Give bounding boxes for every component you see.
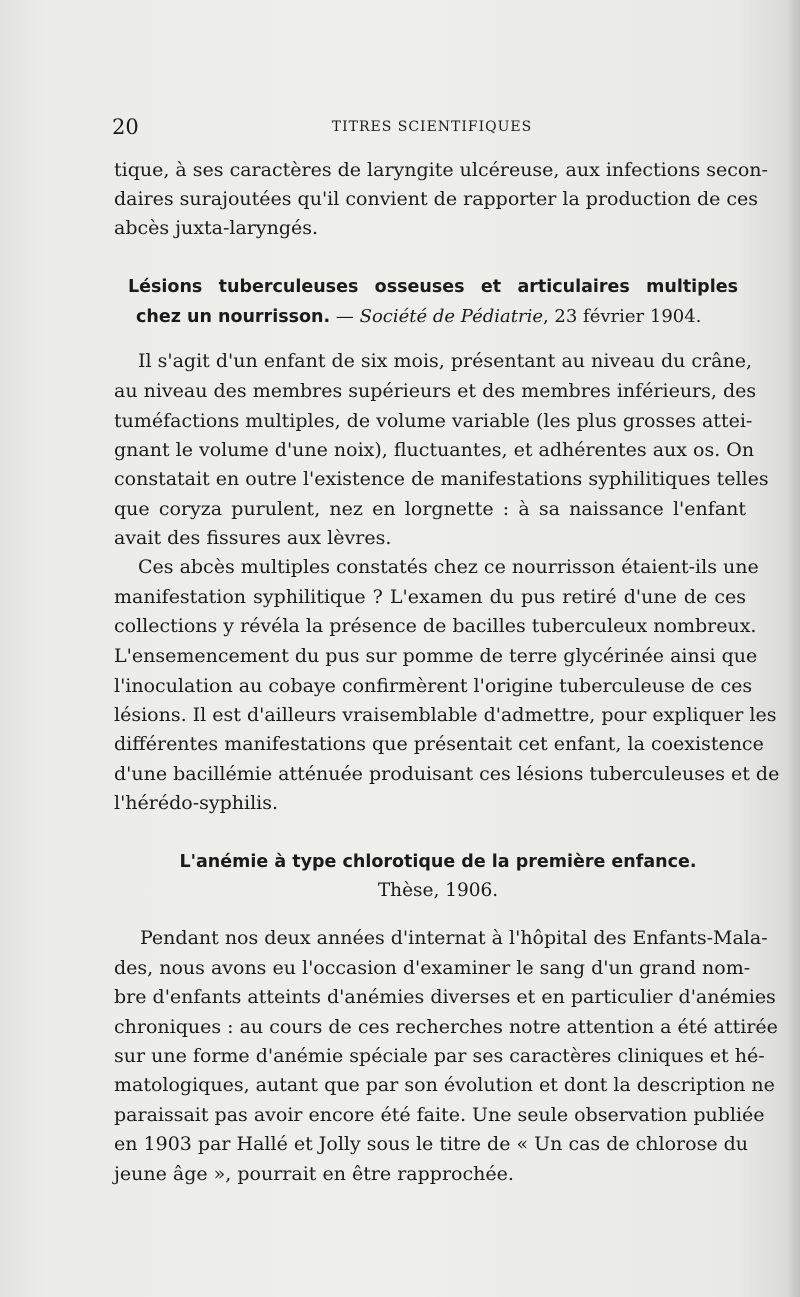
text-line: paraissait pas avoir encore été faite. Une seule observation publiée: [114, 1104, 765, 1126]
text-line: lésions. Il est d'ailleurs vraisemblable d'admettre, pour expliquer les: [114, 704, 777, 726]
text-line: en 1903 par Hallé et Jolly sous le titre de « Un cas de chlorose du: [114, 1133, 749, 1155]
text-line: que coryza purulent, nez en lorgnette : à sa naissance l'enfant: [114, 498, 746, 520]
publication-date: , 23 février 1904.: [542, 306, 702, 327]
text-line: l'hérédo-syphilis.: [114, 792, 279, 814]
text-line: des, nous avons eu l'occasion d'examiner le sang d'un grand nom-: [114, 957, 751, 979]
text-line: au niveau des membres supérieurs et des membres inférieurs, des: [114, 380, 757, 402]
title-dash: —: [330, 306, 360, 327]
journal-name: Société de Pédiatrie: [359, 306, 543, 327]
text-line: tique, à ses caractères de laryngite ulcéreuse, aux infections secon-: [114, 159, 768, 181]
text-line: sur une forme d'anémie spéciale par ses caractères cliniques et hé-: [114, 1045, 765, 1067]
section-title-bold: chez un nourrisson.: [136, 307, 331, 327]
text-line: avait des fissures aux lèvres.: [114, 527, 392, 549]
section-subtitle: Thèse, 1906.: [377, 880, 499, 901]
text-line: l'inoculation au cobaye confirmèrent l'origine tuberculeuse de ces: [114, 675, 753, 697]
text-line: abcès juxta-laryngés.: [114, 217, 319, 239]
text-line: Pendant nos deux années d'internat à l'hôpital des Enfants-Mala-: [140, 927, 768, 949]
text-line: collections y révéla la présence de bacilles tuberculeux nombreux.: [114, 615, 757, 637]
text-line: jeune âge », pourrait en être rapprochée.: [114, 1163, 514, 1185]
text-line: tuméfactions multiples, de volume variable (les plus grosses attei-: [114, 410, 753, 432]
text-line: bre d'enfants atteints d'anémies diverses et en particulier d'anémies: [114, 986, 776, 1008]
section-title: L'anémie à type chlorotique de la première enfance.: [179, 852, 697, 872]
text-line: d'une bacillémie atténuée produisant ces lésions tuberculeuses et de: [114, 763, 780, 785]
text-line: matologiques, autant que par son évolution et dont la description ne: [114, 1074, 775, 1096]
text-line: daires surajoutées qu'il convient de rapporter la production de ces: [114, 188, 759, 210]
text-line: chroniques : au cours de ces recherches notre attention a été attirée: [114, 1016, 778, 1038]
text-line: L'ensemencement du pus sur pomme de terre glycérinée ainsi que: [114, 645, 758, 667]
running-title: TITRES SCIENTIFIQUES: [331, 119, 533, 135]
page-header: [112, 112, 752, 142]
text-line: Il s'agit d'un enfant de six mois, présentant au niveau du crâne,: [138, 350, 752, 372]
text-line: constatait en outre l'existence de manifestations syphilitiques telles: [114, 468, 769, 490]
section-title-line: Lésions tuberculeuses osseuses et articulaires multiples: [128, 277, 738, 297]
page-number: 20: [112, 115, 139, 139]
section-title-line: [136, 303, 736, 331]
text-line: manifestation syphilitique ? L'examen du pus retiré d'une de ces: [114, 586, 746, 608]
text-line: Ces abcès multiples constatés chez ce nourrisson étaient-ils une: [138, 556, 759, 578]
text-line: gnant le volume d'une noix), fluctuantes, et adhérentes aux os. On: [114, 439, 755, 461]
text-line: différentes manifestations que présentait cet enfant, la coexistence: [114, 733, 764, 755]
